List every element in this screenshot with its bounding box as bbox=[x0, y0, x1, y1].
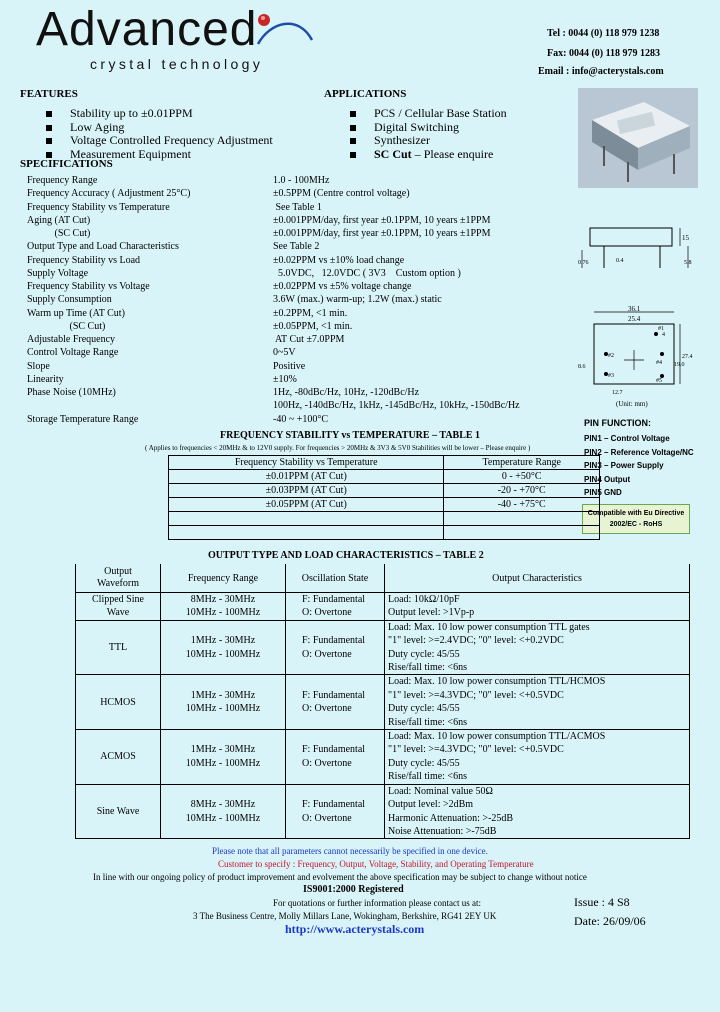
spec-label: Supply Consumption bbox=[27, 294, 112, 306]
footer-note-red: Customer to specify : Frequency, Output, Voltage, Stability, and Operating Temperature bbox=[218, 859, 534, 869]
table1-header: Frequency Stability vs Temperature bbox=[169, 456, 444, 470]
bullet-square-icon bbox=[46, 111, 52, 117]
table-cell bbox=[444, 526, 600, 540]
frequency-cell: 1MHz - 30MHz 10MHz - 100MHz bbox=[161, 675, 286, 730]
spec-value: 0~5V bbox=[273, 347, 296, 359]
waveform-cell: Clipped Sine Wave bbox=[76, 593, 161, 621]
spec-label: Control Voltage Range bbox=[27, 347, 119, 359]
output-type-table bbox=[75, 564, 690, 839]
application-item: Synthesizer bbox=[350, 134, 507, 148]
table2-title: OUTPUT TYPE AND LOAD CHARACTERISTICS – TABLE 2 bbox=[208, 550, 484, 561]
table-cell bbox=[169, 526, 444, 540]
specs-heading: SPECIFICATIONS bbox=[20, 158, 113, 170]
characteristics-cell: Load: Nominal value 50Ω Output level: >2dBm Harmonic Attenuation: >-25dB Noise Attenuation: >-75dB bbox=[385, 784, 690, 839]
bullet-square-icon bbox=[46, 152, 52, 158]
features-heading: FEATURES bbox=[20, 88, 78, 100]
oscillator-photo bbox=[578, 88, 698, 188]
table-row bbox=[169, 484, 600, 498]
table-row bbox=[169, 526, 600, 540]
svg-text:19.0: 19.0 bbox=[674, 362, 685, 368]
pin-item: PIN1 – Control Voltage bbox=[584, 434, 670, 443]
frequency-cell: 8MHz - 30MHz 10MHz - 100MHz bbox=[161, 593, 286, 621]
table-row bbox=[76, 593, 690, 621]
table-row bbox=[76, 675, 690, 730]
spec-label: (SC Cut) bbox=[27, 228, 91, 239]
spec-label: Output Type and Load Characteristics bbox=[27, 241, 179, 253]
spec-value: 1Hz, -80dBc/Hz, 10Hz, -120dBc/Hz bbox=[273, 387, 420, 398]
table2-header: Output Waveform bbox=[76, 564, 161, 593]
svg-text:8.6: 8.6 bbox=[578, 364, 586, 370]
features-list bbox=[46, 107, 273, 161]
spec-value: ±10% bbox=[273, 373, 297, 385]
characteristics-cell: Load: 10kΩ/10pF Output level: >1Vp-p bbox=[385, 593, 690, 621]
frequency-cell: 1MHz - 30MHz 10MHz - 100MHz bbox=[161, 620, 286, 675]
pin-item: PIN4 Output bbox=[584, 474, 631, 484]
table-cell bbox=[444, 512, 600, 526]
table2-header: Output Characteristics bbox=[385, 564, 690, 593]
spec-value: 5.0VDC, 12.0VDC ( 3V3 Custom option ) bbox=[273, 267, 461, 279]
spec-label: (SC Cut) bbox=[27, 320, 106, 332]
table-row bbox=[169, 470, 600, 484]
applications-heading: APPLICATIONS bbox=[324, 88, 407, 100]
footer-iso: IS9001:2000 Registered bbox=[303, 884, 404, 895]
date-label: Date: 26/09/06 bbox=[574, 914, 646, 928]
svg-text:15: 15 bbox=[682, 234, 689, 242]
side-view-drawing bbox=[576, 222, 696, 274]
oscillation-cell: F: Fundamental O: Overtone bbox=[286, 593, 385, 621]
footer-address: 3 The Business Centre, Molly Millars Lane, Wokingham, Berkshire, RG41 2EY UK bbox=[193, 911, 497, 921]
spec-value: ±0.001PPM/day, first year ±0.1PPM, 10 years ±1PPM bbox=[273, 214, 491, 226]
bullet-square-icon bbox=[350, 152, 356, 158]
spec-label: Linearity bbox=[27, 373, 64, 385]
company-logo bbox=[36, 3, 356, 78]
rohs-badge: Compatible with Eu Directive 2002/EC - RoHS bbox=[582, 504, 690, 534]
svg-text:#1: #1 bbox=[658, 326, 664, 332]
table-row bbox=[76, 784, 690, 839]
spec-label: Adjustable Frequency bbox=[27, 334, 116, 345]
table-cell: -40 - +75°C bbox=[444, 498, 600, 512]
spec-value: ±0.001PPM/day, first year ±0.1PPM, 10 years ±1PPM bbox=[273, 228, 491, 239]
waveform-cell: ACMOS bbox=[76, 730, 161, 785]
waveform-cell: HCMOS bbox=[76, 675, 161, 730]
footer-policy: In line with our ongoing policy of product improvement and evolvement the above specification may be subject to change without notice bbox=[93, 872, 587, 882]
issue-label: Issue : 4 S8 bbox=[574, 895, 630, 909]
table2-header: Oscillation State bbox=[286, 564, 385, 593]
application-item: Digital Switching bbox=[350, 121, 507, 135]
spec-label: Slope bbox=[27, 360, 50, 372]
bullet-square-icon bbox=[350, 125, 356, 131]
spec-value: 3.6W (max.) warm-up; 1.2W (max.) static bbox=[273, 294, 442, 306]
spec-label: Aging (AT Cut) bbox=[27, 214, 91, 226]
table-cell: ±0.03PPM (AT Cut) bbox=[169, 484, 444, 498]
spec-value: ±0.05PPM, <1 min. bbox=[273, 320, 353, 332]
table1-note: ( Applies to frequencies < 20MHz & to 12V0 supply. For frequencies > 20MHz & 3V3 & 5V0 Stabilities will be lower – Please enquire ) bbox=[145, 444, 531, 452]
spec-label: Frequency Stability vs Voltage bbox=[27, 281, 150, 292]
spec-value: AT Cut ±7.0PPM bbox=[273, 334, 345, 345]
footer-note-blue: Please note that all parameters cannot necessarily be specified in one device. bbox=[212, 846, 488, 856]
spec-value: ±0.2PPM, <1 min. bbox=[273, 307, 348, 319]
pin-item: PIN2 – Reference Voltage/NC bbox=[584, 447, 694, 457]
contact-fax: Fax: 0044 (0) 118 979 1283 bbox=[547, 48, 661, 59]
feature-item: Measurement Equipment bbox=[46, 148, 273, 162]
table-cell: -20 - +70°C bbox=[444, 484, 600, 498]
feature-item: Low Aging bbox=[46, 121, 273, 135]
table2-header: Frequency Range bbox=[161, 564, 286, 593]
table-cell: 0 - +50°C bbox=[444, 470, 600, 484]
svg-text:#4: #4 bbox=[656, 360, 662, 366]
spec-value: See Table 1 bbox=[273, 201, 322, 213]
table1-header: Temperature Range bbox=[444, 456, 600, 470]
spec-value: -40 ~ +100°C bbox=[273, 413, 329, 425]
spec-value: 1.0 - 100MHz bbox=[273, 175, 330, 186]
spec-label: Phase Noise (10MHz) bbox=[27, 387, 116, 398]
pin-function-heading: PIN FUNCTION: bbox=[584, 418, 651, 428]
characteristics-cell: Load: Max. 10 low power consumption TTL gates "1" level: >=2.4VDC; "0" level: <+0.2VDC Duty cycle: 45/55 Rise/fall time: <6ns bbox=[385, 620, 690, 675]
bullet-square-icon bbox=[46, 125, 52, 131]
spec-value: ±0.02PPM vs ±5% voltage change bbox=[273, 281, 412, 292]
characteristics-cell: Load: Max. 10 low power consumption TTL/ACMOS "1" level: >=4.3VDC; "0" level: <+0.5VDC Duty cycle: 45/55 Rise/fall time: <6ns bbox=[385, 730, 690, 785]
bullet-square-icon bbox=[350, 111, 356, 117]
table-cell: ±0.01PPM (AT Cut) bbox=[169, 470, 444, 484]
spec-value: ±0.5PPM (Centre control voltage) bbox=[273, 188, 410, 200]
oscillation-cell: F: Fundamental O: Overtone bbox=[286, 784, 385, 839]
characteristics-cell: Load: Max. 10 low power consumption TTL/HCMOS "1" level: >=4.3VDC; "0" level: <+0.5VDC Duty cycle: 45/55 Rise/fall time: <6ns bbox=[385, 675, 690, 730]
svg-text:4: 4 bbox=[662, 332, 665, 338]
contact-email[interactable]: Email : info@acterystals.com bbox=[538, 66, 664, 77]
svg-text:0.76: 0.76 bbox=[578, 260, 589, 266]
pin-item: PIN3 – Power Supply bbox=[584, 461, 664, 470]
oscillation-cell: F: Fundamental O: Overtone bbox=[286, 675, 385, 730]
spec-label: Storage Temperature Range bbox=[27, 413, 139, 425]
spec-label: Frequency Stability vs Load bbox=[27, 254, 141, 266]
top-view-drawing bbox=[576, 306, 700, 410]
footer-url[interactable]: http://www.acterystals.com bbox=[285, 922, 425, 936]
feature-item: Voltage Controlled Frequency Adjustment bbox=[46, 134, 273, 148]
waveform-cell: Sine Wave bbox=[76, 784, 161, 839]
applications-list bbox=[350, 107, 507, 161]
spec-value: Positive bbox=[273, 360, 306, 372]
pin-function-list bbox=[584, 432, 694, 500]
application-item: PCS / Cellular Base Station bbox=[350, 107, 507, 121]
svg-text:5.8: 5.8 bbox=[684, 260, 692, 266]
svg-text:(Unit: mm): (Unit: mm) bbox=[616, 400, 648, 408]
contact-tel: Tel : 0044 (0) 118 979 1238 bbox=[547, 28, 660, 39]
svg-text:36.1: 36.1 bbox=[628, 306, 641, 313]
svg-text:27.4: 27.4 bbox=[682, 354, 693, 360]
oscillation-cell: F: Fundamental O: Overtone bbox=[286, 620, 385, 675]
specs-list bbox=[27, 174, 567, 430]
logo-subtitle: crystal technology bbox=[90, 56, 264, 72]
table1-title: FREQUENCY STABILITY vs TEMPERATURE – TABLE 1 bbox=[220, 430, 481, 441]
table-row bbox=[76, 730, 690, 785]
stability-temperature-table bbox=[168, 455, 600, 540]
svg-text:0.4: 0.4 bbox=[616, 258, 624, 264]
spec-label: Frequency Stability vs Temperature bbox=[27, 201, 170, 213]
bullet-square-icon bbox=[350, 138, 356, 144]
waveform-cell: TTL bbox=[76, 620, 161, 675]
oscillation-cell: F: Fundamental O: Overtone bbox=[286, 730, 385, 785]
spec-value: ±0.02PPM vs ±10% load change bbox=[273, 254, 405, 266]
spec-label: Frequency Accuracy ( Adjustment 25°C) bbox=[27, 188, 191, 200]
spec-value: 100Hz, -140dBc/Hz, 1kHz, -145dBc/Hz, 10kHz, -150dBc/Hz bbox=[273, 400, 520, 412]
spec-label: Warm up Time (AT Cut) bbox=[27, 307, 125, 319]
logo-wordmark: Advanced bbox=[36, 3, 258, 56]
svg-text:12.7: 12.7 bbox=[612, 390, 623, 396]
application-item: SC Cut – Please enquire bbox=[350, 148, 507, 162]
spec-value: See Table 2 bbox=[273, 241, 320, 253]
bullet-square-icon bbox=[46, 138, 52, 144]
frequency-cell: 8MHz - 30MHz 10MHz - 100MHz bbox=[161, 784, 286, 839]
table-cell bbox=[169, 512, 444, 526]
logo-orbit-icon bbox=[254, 10, 316, 60]
spec-label: Frequency Range bbox=[27, 175, 98, 186]
svg-text:#3: #3 bbox=[608, 373, 614, 379]
svg-text:#5: #5 bbox=[656, 378, 662, 384]
table-row bbox=[169, 512, 600, 526]
table-cell: ±0.05PPM (AT Cut) bbox=[169, 498, 444, 512]
spec-label: Supply Voltage bbox=[27, 267, 89, 279]
feature-item: Stability up to ±0.01PPM bbox=[46, 107, 273, 121]
svg-text:#2: #2 bbox=[608, 353, 614, 359]
footer-quotes: For quotations or further information please contact us at: bbox=[273, 898, 481, 908]
frequency-cell: 1MHz - 30MHz 10MHz - 100MHz bbox=[161, 730, 286, 785]
table-row bbox=[76, 620, 690, 675]
svg-text:25.4: 25.4 bbox=[628, 315, 641, 323]
table-row bbox=[169, 498, 600, 512]
pin-item: PIN5 GND bbox=[584, 488, 622, 497]
